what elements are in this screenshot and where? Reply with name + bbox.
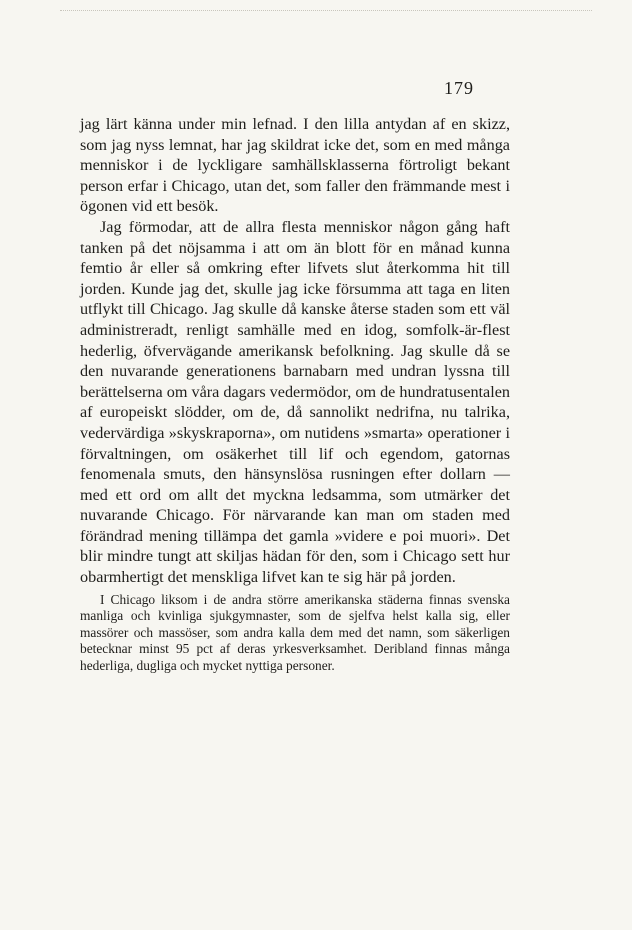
paragraph-2: Jag förmodar, att de allra flesta menniskor någon gång haft tanken på det nöjsamma i att om än blott för en månad kunna femtio år eller så omkring efter lifvets slut återkomma hit till jorden. Kunde jag det, skulle jag icke försumma att taga en liten utflykt till Chicago. Jag skulle då kanske återse staden som ett väl administreradt, renligt samhälle med en idog, somfolk-är-flest hederlig, öfvervägande amerikansk befolkning. Jag skulle då se den nuvarande generationens barnabarn med undran lyssna till berättelserna om våra dagars vedermödor, om de hundratusentalen af europeiskt slödder, om de, då sannolikt nedrifna, nu talrika, vedervärdiga »skyskraporna», om nutidens »smarta» operationer i förvaltningen, om osäkerhet till lif och egendom, gatornas fenomenala smuts, den hänsynslösa rusningen efter dollarn — med ett ord om allt det myckna ledsamma, som utmärker det nuvarande Chicago. För närvarande kan man om staden med förändrad mening tillämpa det gamla »videre e poi muori». Det blir mindre tungt att skiljas hädan för den, som i Chicago sett hur obarmhertigt det menskliga lifvet kan te sig här på jorden.	[80, 217, 510, 587]
note-paragraph: I Chicago liksom i de andra större amerikanska städerna finnas svenska manliga och kvinliga sjukgymnaster, som de sjelfva helst kalla sig, eller massörer och massöser, som andra kalla dem med det namn, som säkerligen betecknar minst 95 pct af deras yrkesverksamhet. Deribland finnas många hederliga, dugliga och mycket nyttiga personer.	[80, 591, 510, 674]
small-print-note	[80, 592, 510, 675]
page-number: 179	[444, 78, 474, 98]
paragraph-1: jag lärt känna under min lefnad. I den lilla antydan af en skizz, som jag nyss lemnat, har jag skildrat icke det, som en med många menniskor i de lyckligare samhällsklasserna förtroligt bekant person erfar i Chicago, utan det, som faller den främmande mest i ögonen vid ett besök.	[80, 115, 510, 216]
page-body	[80, 114, 510, 675]
main-text	[80, 114, 510, 588]
page-top-edge	[60, 10, 592, 11]
